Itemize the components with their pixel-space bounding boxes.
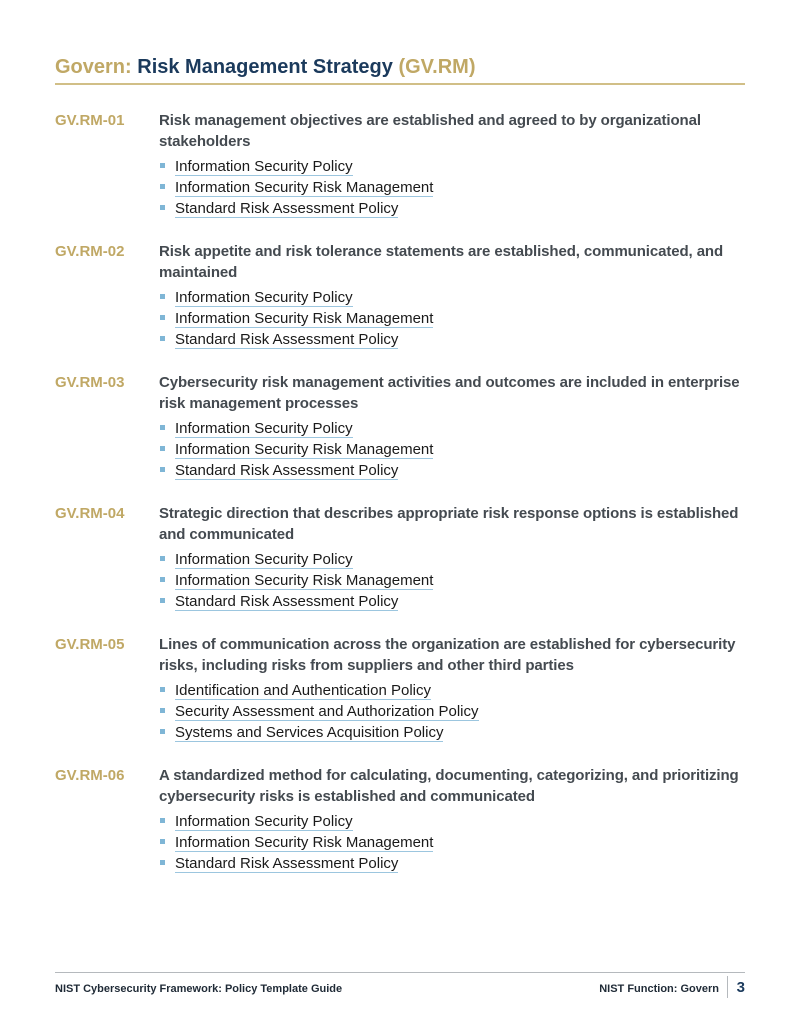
policy-item — [159, 833, 745, 854]
square-bullet-icon — [160, 839, 165, 844]
square-bullet-icon — [160, 818, 165, 823]
square-bullet-icon — [160, 556, 165, 561]
control-statement: Risk appetite and risk tolerance statements are established, communicated, and maintained — [159, 243, 724, 281]
square-bullet-icon — [160, 425, 165, 430]
category-code: (GV.RM) — [398, 56, 476, 78]
control-id: GV.RM-01 — [55, 112, 125, 129]
policy-link[interactable]: Information Security Policy — [175, 158, 353, 175]
policy-list — [159, 419, 745, 482]
policy-link[interactable]: Security Assessment and Authorization Policy — [175, 703, 479, 720]
page-title — [55, 54, 476, 80]
policy-item — [159, 309, 745, 330]
control-gv-rm-01 — [55, 110, 745, 241]
policy-link[interactable]: Information Security Risk Management — [175, 310, 434, 327]
policy-list — [159, 288, 745, 351]
square-bullet-icon — [160, 336, 165, 341]
control-body — [159, 503, 745, 613]
policy-list — [159, 157, 745, 220]
control-statement: Strategic direction that describes appropriate risk response options is established and communicated — [159, 505, 739, 543]
policy-link[interactable]: Information Security Policy — [175, 289, 353, 306]
page-number: 3 — [736, 979, 745, 996]
control-body — [159, 634, 745, 744]
policy-link[interactable]: Standard Risk Assessment Policy — [175, 593, 399, 610]
square-bullet-icon — [160, 729, 165, 734]
controls-list — [55, 110, 745, 896]
square-bullet-icon — [160, 446, 165, 451]
policy-item — [159, 702, 745, 723]
category-name: Risk Management Strategy — [137, 56, 393, 78]
policy-item — [159, 440, 745, 461]
square-bullet-icon — [160, 184, 165, 189]
control-statement: A standardized method for calculating, documenting, categorizing, and prioritizing cybersecurity risks is established and communicated — [159, 767, 739, 805]
square-bullet-icon — [160, 577, 165, 582]
control-statement: Risk management objectives are established and agreed to by organizational stakeholders — [159, 112, 701, 150]
control-body — [159, 110, 745, 220]
policy-link[interactable]: Information Security Policy — [175, 813, 353, 830]
policy-item — [159, 157, 745, 178]
policy-item — [159, 199, 745, 220]
control-statement: Cybersecurity risk management activities and outcomes are included in enterprise risk management processes — [159, 374, 740, 412]
policy-item — [159, 419, 745, 440]
square-bullet-icon — [160, 163, 165, 168]
square-bullet-icon — [160, 598, 165, 603]
policy-item — [159, 288, 745, 309]
policy-item — [159, 550, 745, 571]
square-bullet-icon — [160, 708, 165, 713]
policy-link[interactable]: Information Security Risk Management — [175, 179, 434, 196]
control-id: GV.RM-02 — [55, 243, 125, 260]
policy-item — [159, 681, 745, 702]
policy-link[interactable]: Identification and Authentication Policy — [175, 682, 432, 699]
footer-divider — [55, 972, 745, 973]
control-gv-rm-06 — [55, 765, 745, 896]
policy-item — [159, 592, 745, 613]
policy-item — [159, 571, 745, 592]
policy-item — [159, 461, 745, 482]
control-id: GV.RM-04 — [55, 505, 125, 522]
footer-vertical-divider — [727, 976, 728, 998]
square-bullet-icon — [160, 205, 165, 210]
control-statement: Lines of communication across the organization are established for cybersecurity risks, including risks from suppliers and other third parties — [159, 636, 736, 674]
control-id: GV.RM-03 — [55, 374, 125, 391]
policy-list — [159, 812, 745, 875]
title-divider — [55, 83, 745, 85]
function-label: Govern: — [55, 56, 132, 78]
control-body — [159, 241, 745, 351]
document-page — [55, 0, 745, 1035]
policy-item — [159, 178, 745, 199]
policy-link[interactable]: Standard Risk Assessment Policy — [175, 855, 399, 872]
policy-item — [159, 330, 745, 351]
control-id: GV.RM-05 — [55, 636, 125, 653]
policy-item — [159, 812, 745, 833]
square-bullet-icon — [160, 315, 165, 320]
square-bullet-icon — [160, 294, 165, 299]
control-id: GV.RM-06 — [55, 767, 125, 784]
square-bullet-icon — [160, 860, 165, 865]
control-gv-rm-05 — [55, 634, 745, 765]
policy-list — [159, 550, 745, 613]
policy-list — [159, 681, 745, 744]
square-bullet-icon — [160, 687, 165, 692]
policy-link[interactable]: Information Security Risk Management — [175, 834, 434, 851]
policy-link[interactable]: Information Security Policy — [175, 551, 353, 568]
footer-section-label: NIST Function: Govern — [599, 983, 719, 995]
policy-item — [159, 723, 745, 744]
policy-link[interactable]: Standard Risk Assessment Policy — [175, 200, 399, 217]
policy-item — [159, 854, 745, 875]
policy-link[interactable]: Information Security Policy — [175, 420, 353, 437]
control-gv-rm-02 — [55, 241, 745, 372]
policy-link[interactable]: Information Security Risk Management — [175, 572, 434, 589]
control-body — [159, 765, 745, 875]
policy-link[interactable]: Standard Risk Assessment Policy — [175, 462, 399, 479]
control-body — [159, 372, 745, 482]
footer-document-title: NIST Cybersecurity Framework: Policy Template Guide — [55, 983, 343, 995]
policy-link[interactable]: Standard Risk Assessment Policy — [175, 331, 399, 348]
policy-link[interactable]: Information Security Risk Management — [175, 441, 434, 458]
control-gv-rm-04 — [55, 503, 745, 634]
square-bullet-icon — [160, 467, 165, 472]
policy-link[interactable]: Systems and Services Acquisition Policy — [175, 724, 444, 741]
control-gv-rm-03 — [55, 372, 745, 503]
